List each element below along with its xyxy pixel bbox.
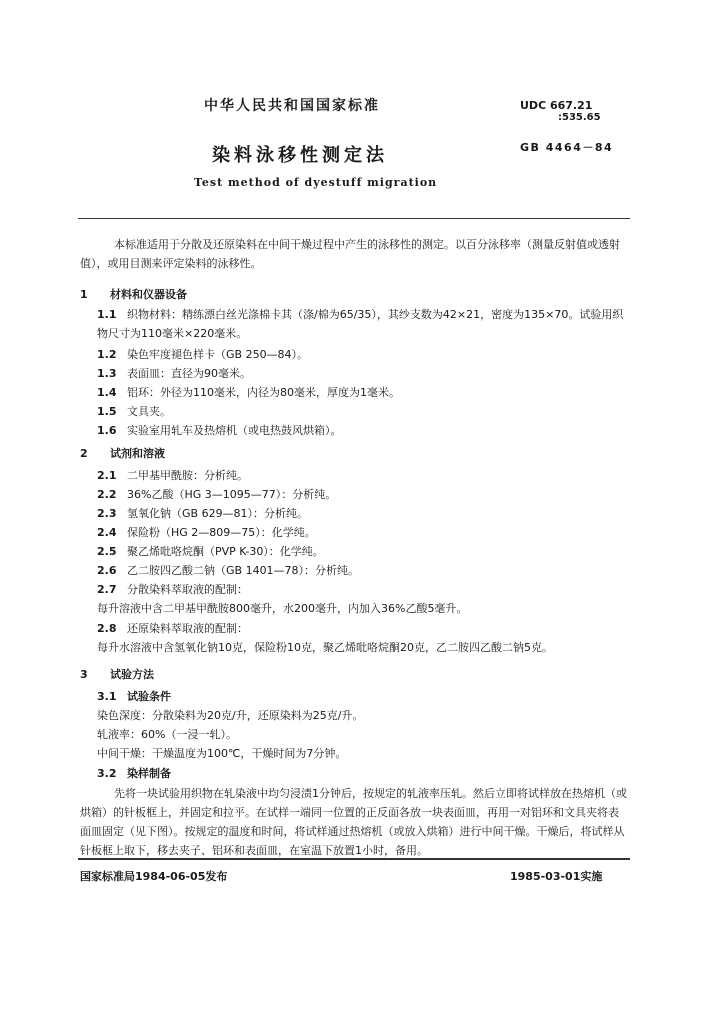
item-1-4 [97,384,400,400]
item-number: 1.2 [97,348,117,361]
item-number: 2.3 [97,507,117,520]
item-number: 2.2 [97,488,117,501]
item-number: 2.5 [97,545,117,558]
item-text: 保险粉（HG 2—809—75）：化学纯。 [127,526,316,539]
condition-drying: 中间干燥：干燥温度为100℃，干燥时间为7分钟。 [97,747,347,760]
effective-date: 1985-03-01实施 [510,870,603,883]
item-2-3 [97,505,308,521]
item-number: 3.1 [97,690,117,703]
item-1-3 [97,365,251,381]
sample-prep-paragraph: 先将一块试验用织物在轧染液中均匀浸渍1分钟后，按规定的轧液率压轧。然后立即将试样放在热熔机（或烘箱）的针板框上，并固定和拉平。在试样一端同一位置的正反面各放一块表面皿，再用一对铝环和文具夹将表面皿固定（见下图）。按规定的温度和时间，将试样通过热熔机（或放入烘箱）进行中间干燥。干燥后，将试样从针板框上取下，移去夹子、铝环和表面皿，在室温下放置1小时，备用。 [80,787,627,857]
document-title: 染料泳移性测定法 [212,145,388,166]
item-number: 2.4 [97,526,117,539]
item-number: 1.5 [97,405,117,418]
issue-date: 国家标准局1984-06-05发布 [80,870,228,883]
item-number: 2.1 [97,469,117,482]
item-2-7-detail: 每升溶液中含二甲基甲酰胺800毫升，水200毫升，内加入36%乙酸5毫升。 [97,602,468,615]
item-1-5 [97,403,171,419]
footer-divider [78,858,630,860]
section-number: 3 [80,668,88,681]
english-title: Test method of dyestuff migration [194,176,438,189]
item-1-1 [97,305,628,343]
item-text: 实验室用轧车及热熔机（或电热鼓风烘箱）。 [127,424,342,437]
section-1-heading [80,286,187,302]
item-2-8-detail: 每升水溶液中含氢氧化钠10克，保险粉10克，聚乙烯吡咯烷酮20克，乙二胺四乙酸二钠5克。 [97,641,553,654]
item-text: 文具夹。 [127,405,171,418]
section-2-heading [80,445,165,461]
condition-pickup: 轧液率：60%（一浸一轧）。 [97,728,237,741]
item-text: 聚乙烯吡咯烷酮（PVP K-30）：化学纯。 [127,545,324,558]
item-2-2 [97,486,336,502]
item-text: 染色牢度褪色样卡（GB 250—84）。 [127,348,309,361]
item-1-6 [97,422,342,438]
section-title: 试验方法 [110,668,154,681]
item-2-5 [97,543,324,559]
item-1-2 [97,346,308,362]
item-2-8 [97,620,248,636]
item-text: 二甲基甲酰胺：分析纯。 [127,469,248,482]
item-2-6 [97,562,359,578]
item-2-7 [97,581,248,597]
item-number: 1.6 [97,424,117,437]
item-title: 试验条件 [127,690,171,703]
item-3-2-heading [97,765,171,781]
item-text: 36%乙酸（HG 3—1095—77）：分析纯。 [127,488,337,501]
item-text: 织物材料：精练漂白丝光涤棉卡其（涤/棉为65/35），其纱支数为42×21，密度为135×70。试验用织物尺寸为110毫米×220毫米。 [97,308,624,340]
section-title: 材料和仪器设备 [110,288,187,301]
item-text: 表面皿：直径为90毫米。 [127,367,251,380]
item-number: 3.2 [97,767,117,780]
item-text: 分散染料萃取液的配制： [127,583,248,596]
item-3-1-heading [97,688,171,704]
item-number: 2.8 [97,622,117,635]
item-number: 1.4 [97,386,117,399]
item-number: 1.3 [97,367,117,380]
item-2-4 [97,524,316,540]
item-text: 还原染料萃取液的配制： [127,622,248,635]
gb-number: GB 4464－84 [520,141,614,154]
item-text: 乙二胺四乙酸二钠（GB 1401—78）：分析纯。 [127,564,360,577]
item-2-1 [97,467,248,483]
udc-line1: UDC 667.21 [520,99,593,112]
item-number: 2.7 [97,583,117,596]
item-text: 氢氧化钠（GB 629—81）：分析纯。 [127,507,309,520]
section-title: 试剂和溶液 [110,447,165,460]
section-3-heading [80,666,154,682]
item-text: 铝环：外径为110毫米，内径为80毫米，厚度为1毫米。 [127,386,400,399]
section-number: 1 [80,288,88,301]
intro-paragraph: 本标准适用于分散及还原染料在中间干燥过程中产生的泳移性的测定。以百分泳移率（测量反射值或透射值），或用目测来评定染料的泳移性。 [80,238,620,270]
item-title: 染样制备 [127,767,171,780]
section-number: 2 [80,447,88,460]
standard-title: 中华人民共和国国家标准 [204,98,380,114]
udc-line2: :535.65 [558,112,601,123]
item-number: 1.1 [97,308,117,321]
item-number: 2.6 [97,564,117,577]
condition-dye-depth: 染色深度：分散染料为20克/升，还原染料为25克/升。 [97,709,364,722]
header-divider [78,218,630,219]
udc-code [520,100,601,124]
